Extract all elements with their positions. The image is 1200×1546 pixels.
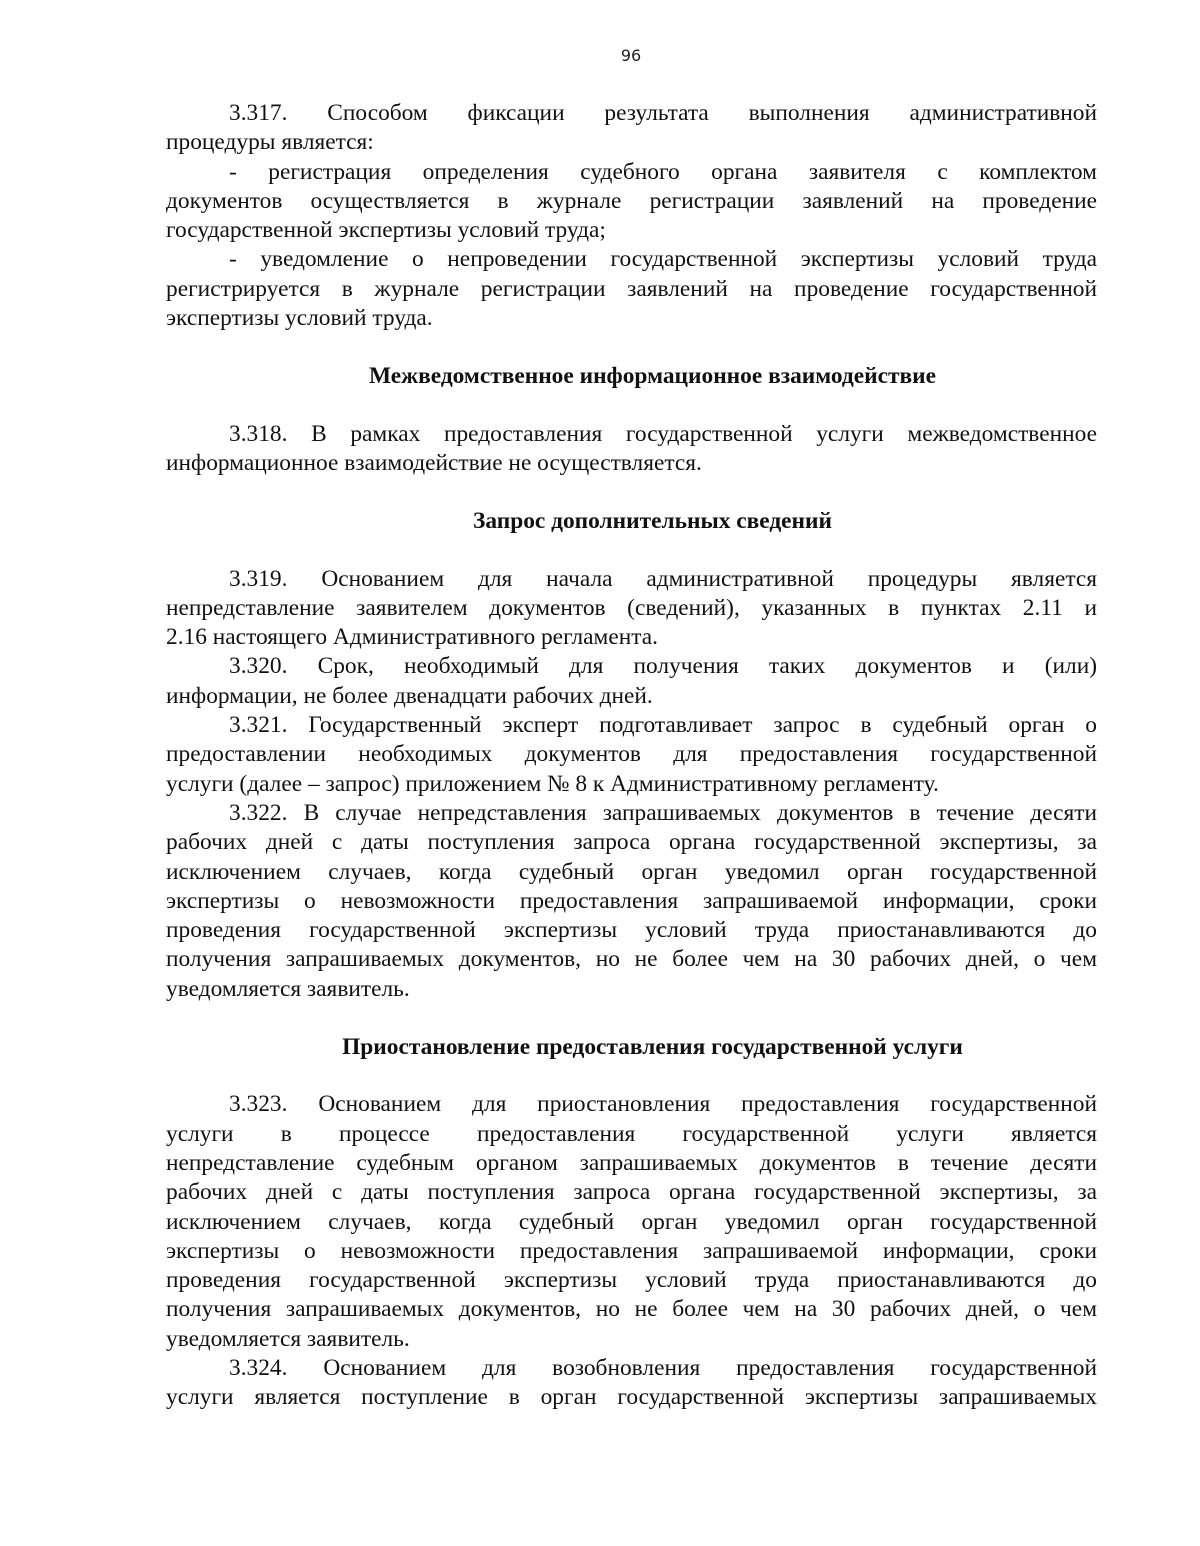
page-number: 96	[620, 46, 642, 65]
text-line: рабочих дней с даты поступления запроса органа государственной экспертизы, за	[166, 829, 1097, 856]
text-line: 2.16 настоящего Административного регламента.	[166, 624, 658, 651]
text-line: 3.321. Государственный эксперт подготавливает запрос в судебный орган о	[229, 712, 1097, 739]
text-line: исключением случаев, когда судебный орган уведомил орган государственной	[166, 858, 1097, 885]
text-line: уведомляется заявитель.	[166, 1325, 410, 1352]
text-line: экспертизы условий труда.	[166, 305, 433, 332]
text-line: - регистрация определения судебного органа заявителя с комплектом	[229, 158, 1097, 185]
text-line: непредставление заявителем документов (сведений), указанных в пунктах 2.11 и	[166, 594, 1097, 621]
document-body	[166, 99, 1097, 1413]
text-line: услуги (далее – запрос) приложением № 8 к Административному регламенту.	[166, 770, 939, 797]
text-line: получения запрашиваемых документов, но не более чем на 30 рабочих дней, о чем	[166, 1296, 1097, 1323]
text-line: информации, не более двенадцати рабочих дней.	[166, 682, 653, 709]
section-heading: Запрос дополнительных сведений	[473, 508, 832, 535]
text-line: предоставлении необходимых документов для предоставления государственной	[166, 741, 1097, 768]
text-line: исключением случаев, когда судебный орган уведомил орган государственной	[166, 1208, 1097, 1235]
text-line: 3.317. Способом фиксации результата выполнения административной	[229, 100, 1097, 126]
paragraph	[166, 1354, 1097, 1413]
spacer	[166, 1062, 1097, 1090]
text-line: регистрируется в журнале регистрации заявлений на проведение государственной	[166, 275, 1097, 302]
spacer	[166, 537, 1097, 565]
spacer	[166, 333, 1097, 362]
text-line: проведения государственной экспертизы условий труда приостанавливаются до	[166, 917, 1097, 944]
paragraph	[166, 652, 1097, 711]
text-line: 3.324. Основанием для возобновления предоставления государственной	[229, 1354, 1097, 1381]
text-line: 3.320. Срок, необходимый для получения таких документов и (или)	[229, 653, 1097, 680]
text-line: государственной экспертизы условий труда;	[166, 217, 606, 244]
text-line: - уведомление о непроведении государственной экспертизы условий труда	[229, 246, 1097, 273]
paragraph	[166, 420, 1097, 479]
paragraph	[166, 1090, 1097, 1354]
paragraph	[166, 158, 1097, 246]
spacer	[166, 478, 1097, 507]
section-heading: Межведомственное информационное взаимодействие	[369, 363, 936, 390]
text-line: рабочих дней с даты поступления запроса органа государственной экспертизы, за	[166, 1179, 1097, 1206]
text-line: 3.319. Основанием для начала административной процедуры является	[229, 565, 1097, 592]
text-line: непредставление судебным органом запрашиваемых документов в течение десяти	[166, 1149, 1097, 1176]
text-line: экспертизы о невозможности предоставления запрашиваемой информации, сроки	[166, 887, 1097, 914]
paragraph	[166, 711, 1097, 799]
text-line: 3.323. Основанием для приостановления предоставления государственной	[229, 1091, 1097, 1118]
paragraph	[166, 565, 1097, 653]
paragraph	[166, 799, 1097, 1004]
text-line: уведомляется заявитель.	[166, 975, 410, 1002]
text-line: проведения государственной экспертизы условий труда приостанавливаются до	[166, 1267, 1097, 1294]
text-line: экспертизы о невозможности предоставления запрашиваемой информации, сроки	[166, 1237, 1097, 1264]
text-line: документов осуществляется в журнале регистрации заявлений на проведение	[166, 187, 1097, 214]
text-line: получения запрашиваемых документов, но не более чем на 30 рабочих дней, о чем	[166, 946, 1097, 973]
text-line: услуги является поступление в орган государственной экспертизы запрашиваемых	[166, 1384, 1097, 1411]
paragraph	[166, 245, 1097, 333]
text-line: услуги в процессе предоставления государственной услуги является	[166, 1120, 1097, 1147]
text-line: 3.318. В рамках предоставления государственной услуги межведомственное	[229, 420, 1097, 447]
text-line: процедуры является:	[166, 129, 374, 156]
paragraph	[166, 99, 1097, 158]
spacer	[166, 1004, 1097, 1033]
spacer	[166, 392, 1097, 420]
section-heading: Приостановление предоставления государственной услуги	[342, 1034, 963, 1061]
text-line: 3.322. В случае непредставления запрашиваемых документов в течение десяти	[229, 799, 1097, 826]
text-line: информационное взаимодействие не осуществляется.	[166, 449, 702, 476]
